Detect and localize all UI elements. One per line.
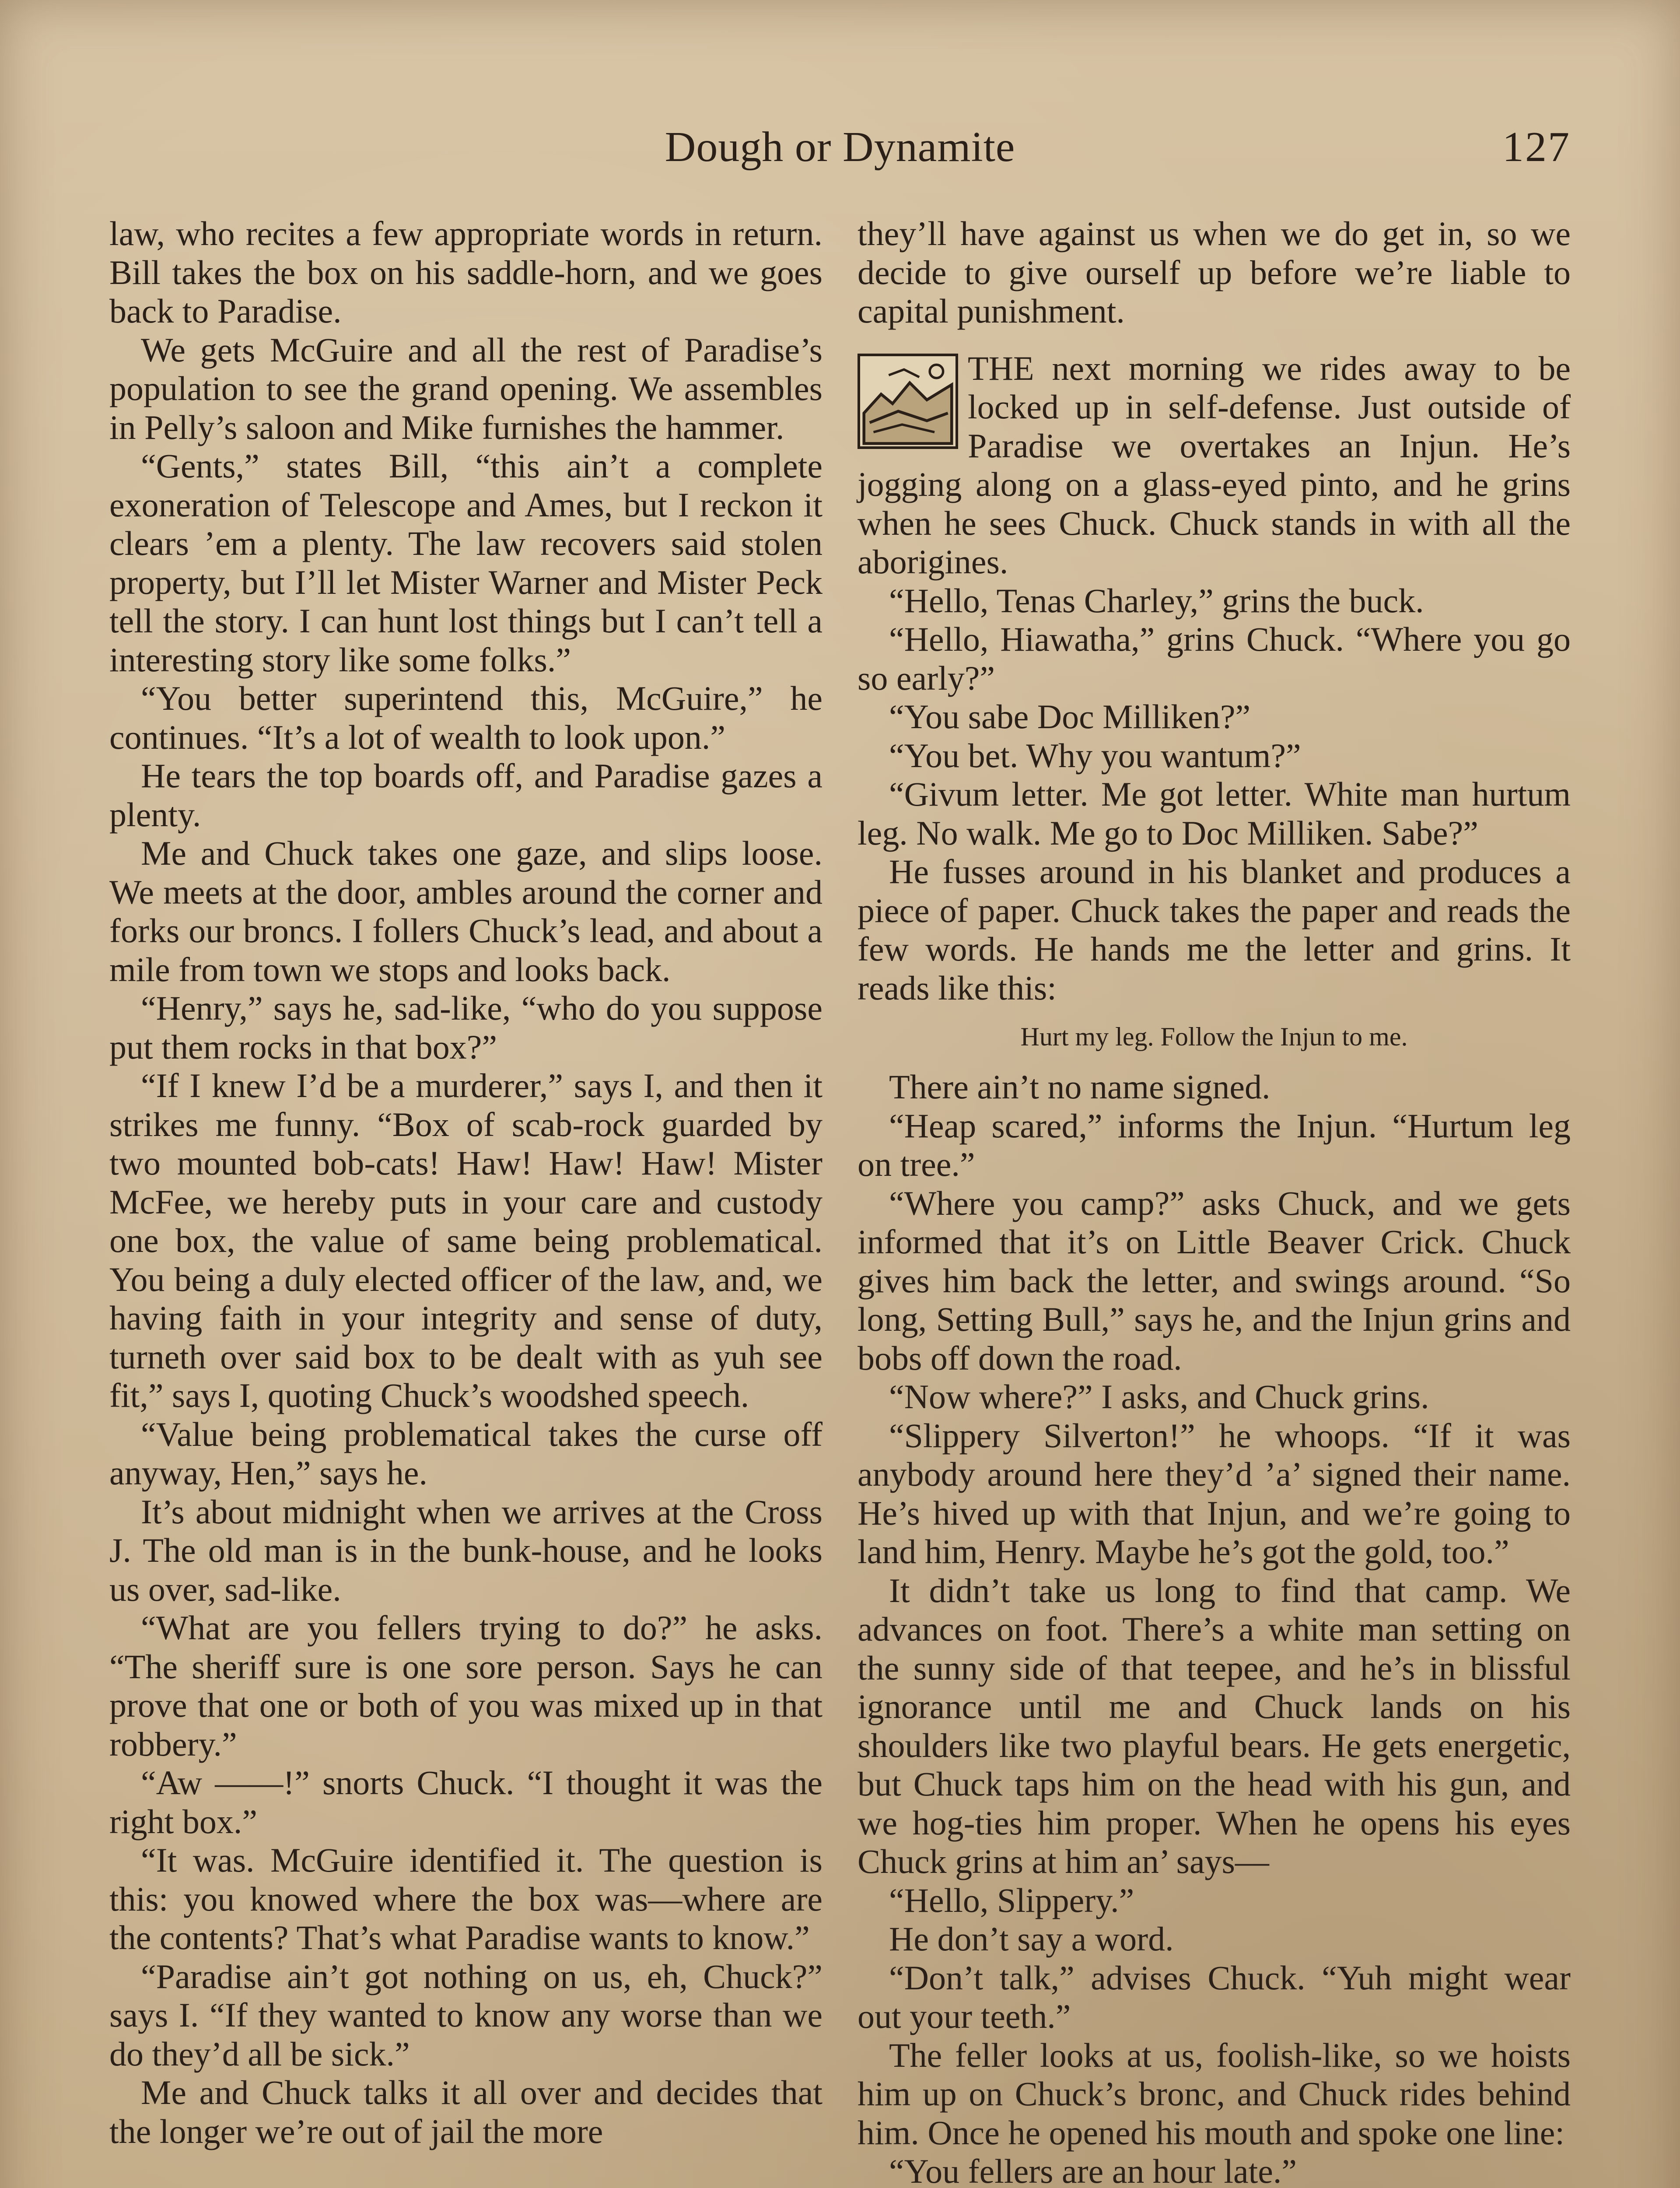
paragraph: “Don’t talk,” advises Chuck. “Yuh might wear out your teeth.” (858, 1958, 1571, 2035)
paragraph: “Paradise ain’t got nothing on us, eh, Chuck?” says I. “If they wanted to know any worse than we do they’d all be sick.” (109, 1957, 822, 2073)
running-head (109, 123, 1571, 184)
right-column (858, 214, 1571, 2188)
paragraph: “Henry,” says he, sad-like, “who do you suppose put them rocks in that box?” (109, 989, 822, 1066)
paragraph: “What are you fellers trying to do?” he asks. “The sheriff sure is one sore person. Says he can prove that one or both of you was mixed up in that robbery.” (109, 1609, 822, 1763)
paragraph: He tears the top boards off, and Paradise gazes a plenty. (109, 757, 822, 834)
paragraph: “Hello, Slippery.” (889, 1881, 1134, 1919)
paragraph: It’s about midnight when we arrives at the Cross J. The old man is in the bunk-house, and he looks us over, sad-like. (109, 1492, 822, 1608)
paragraph: He fusses around in his blanket and produces a piece of paper. Chuck takes the paper and reads the few words. He hands me the letter and grins. It reads like this: (858, 852, 1571, 1007)
paragraph: “You better superintend this, McGuire,” he continues. “It’s a lot of wealth to look upon.” (109, 679, 822, 756)
section-opening-paragraph: THE next morning we rides away to be locked up in self-defense. Just outside of Paradise we overtakes an Injun. He’s jogging along on a glass-eyed pinto, and he grins when he sees Chuck. Chuck stands in with all the aborigines. (858, 349, 1571, 581)
page-number: 127 (1502, 123, 1571, 171)
paragraph: they’ll have against us when we do get in, so we decide to give ourself up before we’re liable to capital punishment. (858, 214, 1571, 330)
paragraph: “You bet. Why you wantum?” (889, 736, 1301, 775)
paragraph: “Now where?” I asks, and Chuck grins. (889, 1378, 1429, 1416)
paragraph: “Slippery Silverton!” he whoops. “If it was anybody around here they’d ’a’ signed their name. He’s hived up with that Injun, and we’re going to land him, Henry. Maybe he’s got the gold, too.” (858, 1416, 1571, 1571)
paragraph: “Heap scared,” informs the Injun. “Hurtum leg on tree.” (858, 1106, 1571, 1183)
paragraph: Me and Chuck talks it all over and decides that the longer we’re out of jail the more (109, 2073, 822, 2150)
paragraph: “It was. McGuire identified it. The question is this: you knowed where the box was—where are the contents? That’s what Paradise wants to know.” (109, 1841, 822, 1957)
paragraph: “Where you camp?” asks Chuck, and we gets informed that it’s on Little Beaver Crick. Chuck gives him back the letter, and swings around. “So long, Setting Bull,” says he, and the Injun grins and bobs off down the road. (858, 1184, 1571, 1377)
landscape-vignette-ornament-icon (858, 354, 958, 449)
paragraph: “Givum letter. Me got letter. White man hurtum leg. No walk. Me go to Doc Milliken. Sabe?” (858, 775, 1571, 852)
left-column (109, 214, 822, 2151)
paragraph: It didn’t take us long to find that camp. We advances on foot. There’s a white man setting on the sunny side of that teepee, and he’s in blissful ignorance until me and Chuck lands on his shoulders like two playful bears. He gets energetic, but Chuck taps him on the head with his gun, and we hog-ties him proper. When he opens his eyes Chuck grins at him an’ says— (858, 1571, 1571, 1880)
paragraph: “If I knew I’d be a murderer,” says I, and then it strikes me funny. “Box of scab-rock guarded by two mounted bob-cats! Haw! Haw! Haw! Mister McFee, we hereby puts in your care and custody one box, the value of same being problematical. You being a duly elected officer of the law, and, we having faith in your integrity and sense of duty, turneth over said box to be dealt with as yuh see fit,” says I, quoting Chuck’s woodshed speech. (109, 1066, 822, 1414)
paragraph: We gets McGuire and all the rest of Paradise’s population to see the grand opening. We assembles in Pelly’s saloon and Mike furnishes the hammer. (109, 330, 822, 446)
paragraph: “Aw ——!” snorts Chuck. “I thought it was the right box.” (109, 1764, 822, 1841)
paragraph: There ain’t no name signed. (889, 1068, 1270, 1106)
letter-note: Hurt my leg. Follow the Injun to me. (1020, 1022, 1408, 1051)
paragraph: “Gents,” states Bill, “this ain’t a complete exoneration of Telescope and Ames, but I reckon it clears ’em a plenty. The law recovers said stolen property, but I’ll let Mister Warner and Mister Peck tell the story. I can hunt lost things but I can’t tell a interesting story like some folks.” (109, 447, 822, 679)
paragraph: “Hello, Hiawatha,” grins Chuck. “Where you go so early?” (858, 620, 1571, 697)
paragraph: “You sabe Doc Milliken?” (889, 698, 1251, 736)
paragraph: The feller looks at us, foolish-like, so we hoists him up on Chuck’s bronc, and Chuck rides behind him. Once he opened his mouth and spoke one line: (858, 2036, 1571, 2152)
paragraph: “Value being problematical takes the curse off anyway, Hen,” says he. (109, 1415, 822, 1492)
paragraph: “You fellers are an hour late.” (889, 2152, 1297, 2188)
running-title: Dough or Dynamite (665, 123, 1015, 171)
paragraph: law, who recites a few appropriate words in return. Bill takes the box on his saddle-horn, and we goes back to Paradise. (109, 214, 822, 330)
paragraph: “Hello, Tenas Charley,” grins the buck. (889, 581, 1424, 620)
paragraph: He don’t say a word. (889, 1920, 1174, 1958)
paragraph: Me and Chuck takes one gaze, and slips loose. We meets at the door, ambles around the corner and forks our broncs. I follers Chuck’s lead, and about a mile from town we stops and looks back. (109, 834, 822, 989)
section-opening (858, 349, 1571, 582)
